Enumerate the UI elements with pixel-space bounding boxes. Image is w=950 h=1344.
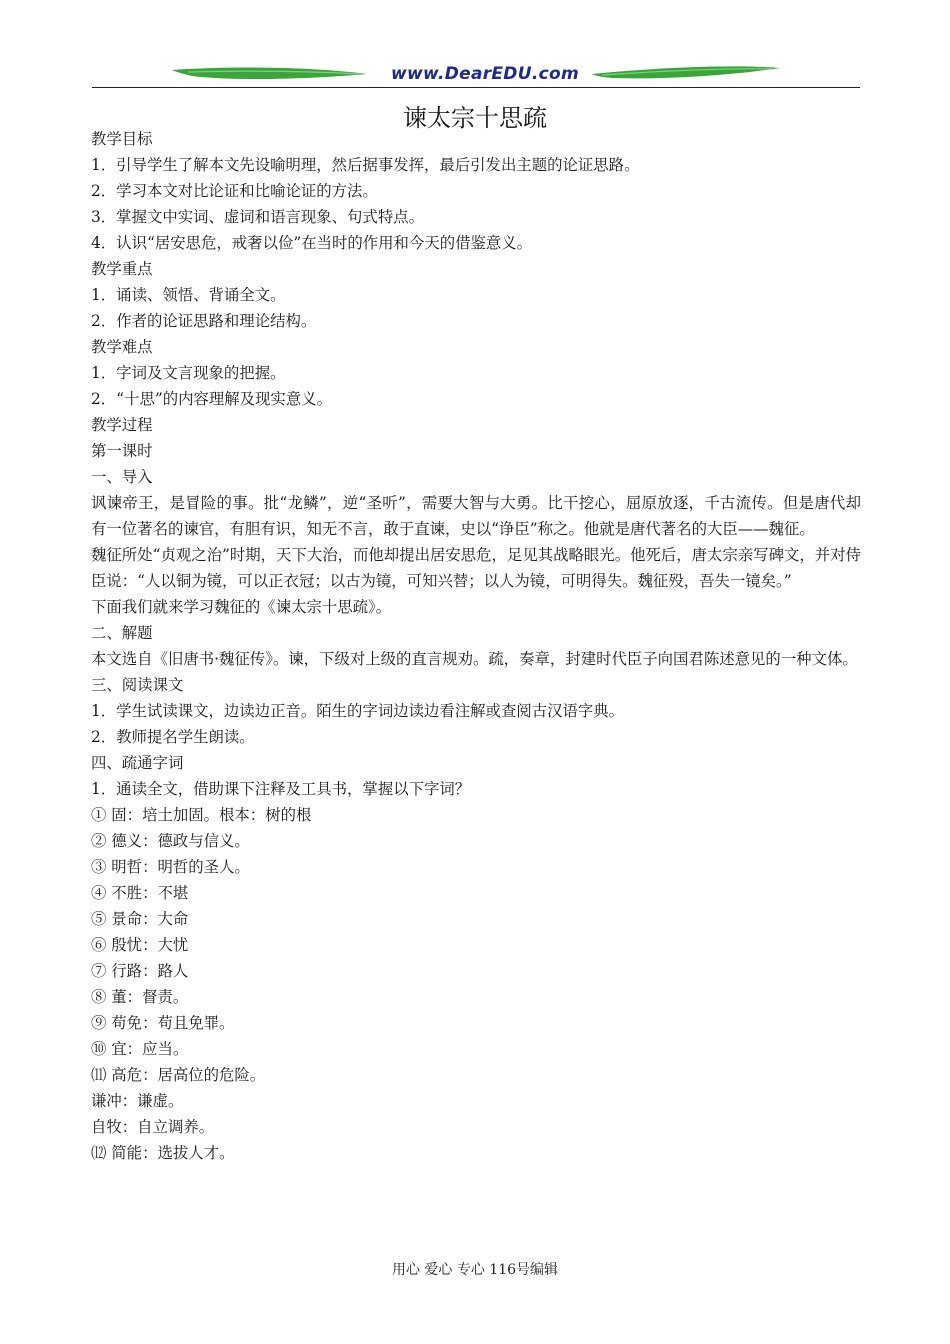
intro-paragraph: 魏征所处“贞观之治”时期，天下大治，而他却提出居安思危，足见其战略眼光。他死后，唐太宗亲写碑文，并对侍臣说：“人以铜为镜，可以正衣冠；以古为镜，可知兴替；以人为镜，可明得失。魏征殁，吾失一镜矣。” [91,546,861,590]
vocab-item: ① 固：培土加固。根本：树的根 [91,806,312,824]
section-heading: 教学重点 [91,260,153,278]
section-heading: 教学过程 [91,416,153,434]
header-divider [92,87,860,88]
vocab-item: ③ 明哲：明哲的圣人。 [91,858,250,876]
difficulty-item: 2．“十思”的内容理解及现实意义。 [91,390,332,408]
section-heading: 教学目标 [91,130,153,148]
vocab-item: 谦冲：谦虚。 [91,1092,184,1110]
vocab-item: ⑥ 殷忧：大忧 [91,936,189,954]
section-heading: 教学难点 [91,338,153,356]
vocab-intro: 1．通读全文，借助课下注释及工具书，掌握以下字词？ [91,780,471,798]
reading-item: 2．教师提名学生朗读。 [91,728,255,746]
intro-paragraph: 讽谏帝王，是冒险的事。批“龙鳞”，逆“圣听”，需要大智与大勇。比干挖心，屈原放逐，千古流传。但是唐代却有一位著名的谏官，有胆有识，知无不言，敢于直谏，史以“诤臣”称之。他就是唐代著名的大臣——魏征。 [91,494,861,538]
title-explanation: 本文选自《旧唐书·魏征传》。谏，下级对上级的直言规劝。疏，奏章，封建时代臣子向国君陈述意见的一种文体。 [91,650,858,668]
intro-paragraph: 下面我们就来学习魏征的《谏太宗十思疏》。 [91,598,392,616]
step-heading: 四、疏通字词 [91,754,184,772]
lesson-label: 第一课时 [91,442,153,460]
vocab-item: ② 德义：德政与信义。 [91,832,250,850]
key-point-item: 2．作者的论证思路和理论结构。 [91,312,317,330]
reading-item: 1．学生试读课文，边读边正音。陌生的字词边读边看注解或查阅古汉语字典。 [91,702,625,720]
objective-item: 4．认识“居安思危，戒奢以俭”在当时的作用和今天的借鉴意义。 [91,234,533,252]
step-heading: 一、导入 [91,468,153,486]
step-heading: 二、解题 [91,624,153,642]
vocab-item: ⑾ 高危：居高位的危险。 [91,1066,266,1084]
site-header-banner [92,60,860,90]
document-title: 谏太宗十思疏 [403,104,547,132]
vocab-item: 自牧：自立调养。 [91,1118,215,1136]
vocab-item: ⑩ 宜：应当。 [91,1040,189,1058]
objective-item: 2．学习本文对比论证和比喻论证的方法。 [91,182,378,200]
key-point-item: 1．诵读、领悟、背诵全文。 [91,286,286,304]
page-footer: 用心 爱心 专心 116号编辑 [391,1262,559,1278]
vocab-item: ⑦ 行路：路人 [91,962,189,980]
objective-item: 1．引导学生了解本文先设喻明理，然后据事发挥，最后引发出主题的论证思路。 [91,156,640,174]
vocab-item: ⑤ 景命：大命 [91,910,189,928]
step-heading: 三、阅读课文 [91,676,184,694]
site-logo: www.DearEDU.com [391,64,579,84]
vocab-item: ⑧ 董：督责。 [91,988,189,1006]
difficulty-item: 1．字词及文言现象的把握。 [91,364,286,382]
vocab-item: ④ 不胜：不堪 [91,884,189,902]
vocab-item: ⑨ 苟免：苟且免罪。 [91,1014,235,1032]
objective-item: 3．掌握文中实词、虚词和语言现象、句式特点。 [91,208,424,226]
vocab-item: ⑿ 简能：选拔人才。 [91,1144,235,1162]
document-body [91,126,861,1166]
